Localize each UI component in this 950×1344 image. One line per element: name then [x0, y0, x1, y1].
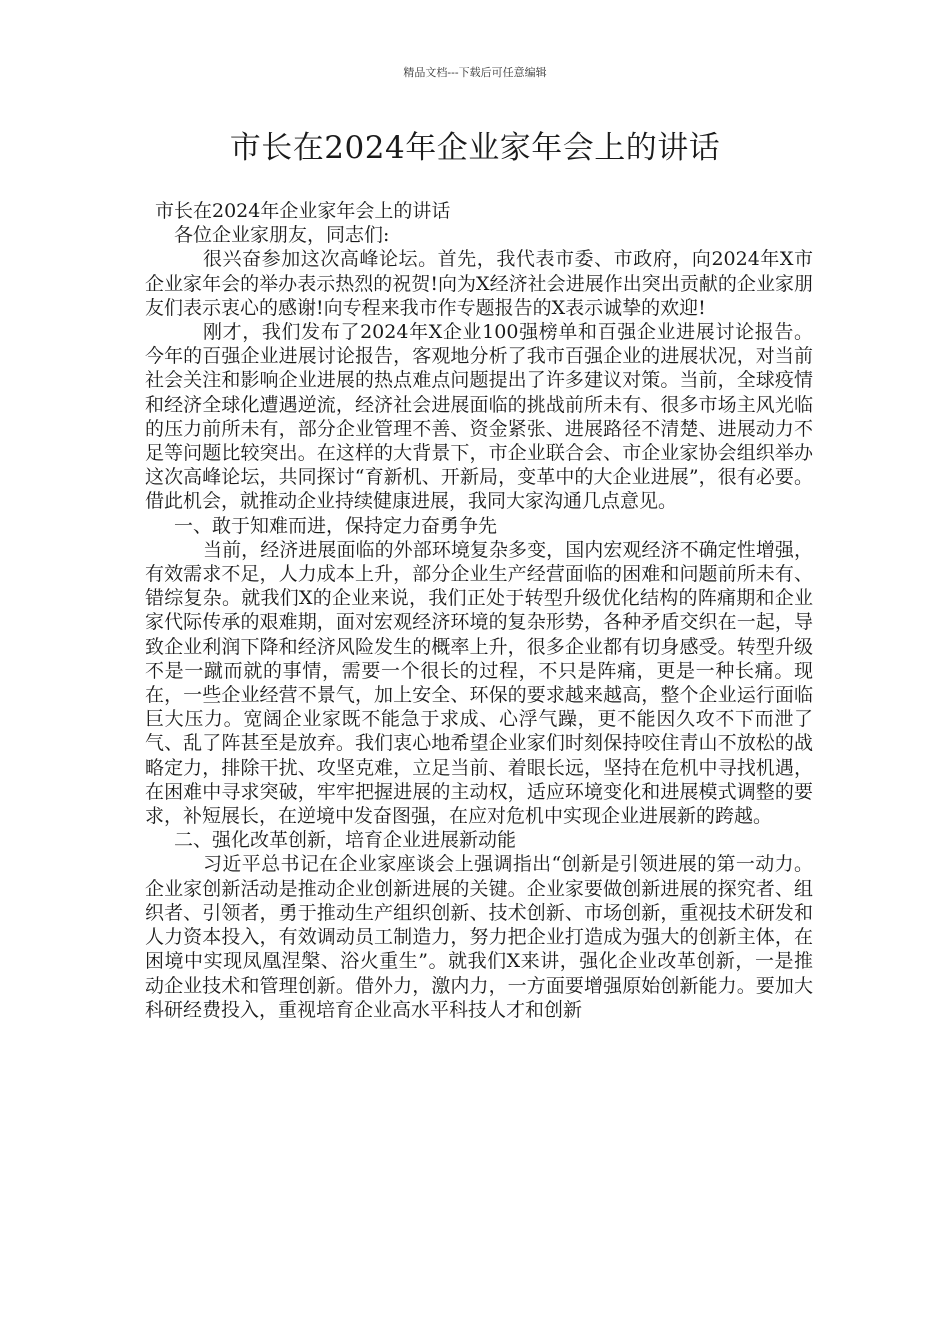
document-body	[145, 199, 813, 1022]
section-2-paragraph: 习近平总书记在企业家座谈会上强调指出“创新是引领进展的第一动力。企业家创新活动是推动企业创新进展的关键。企业家要做创新进展的探究者、组织者、引领者，勇于推动生产组织创新、技术创新、市场创新，重视技术研发和人力资本投入，有效调动员工制造力，努力把企业打造成为强大的创新主体，在困境中实现凤凰涅槃、浴火重生”。就我们X来讲，强化企业改革创新，一是推动企业技术和管理创新。借外力，激内力，一方面要增强原始创新能力。要加大科研经费投入，重视培育企业高水平科技人才和创新	[145, 853, 813, 1021]
paragraph-opening: 很兴奋参加这次高峰论坛。首先，我代表市委、市政府，向2024年X市企业家年会的举办表示热烈的祝贺!向为X经济社会进展作出突出贡献的企业家朋友们表示衷心的感谢!向专程来我市作专题报告的X表示诚挚的欢迎!	[145, 248, 813, 319]
salutation: 各位企业家朋友，同志们:	[174, 224, 390, 247]
document-title: 市长在2024年企业家年会上的讲话	[229, 130, 721, 166]
section-1-paragraph: 当前，经济进展面临的外部环境复杂多变，国内宏观经济不确定性增强，有效需求不足，人力成本上升，部分企业生产经营面临的困难和问题前所未有、错综复杂。就我们X的企业来说，我们正处于转型升级优化结构的阵痛期和企业家代际传承的艰难期，面对宏观经济环境的复杂形势，各种矛盾交织在一起，导致企业利润下降和经济风险发生的概率上升，很多企业都有切身感受。转型升级不是一蹴而就的事情，需要一个很长的过程，不只是阵痛，更是一种长痛。现在，一些企业经营不景气，加上安全、环保的要求越来越高，整个企业运行面临巨大压力。宽阔企业家既不能急于求成、心浮气躁，更不能因久攻不下而泄了气、乱了阵甚至是放弃。我们衷心地希望企业家们时刻保持咬住青山不放松的战略定力，排除干扰、攻坚克难，立足当前、着眼长远，坚持在危机中寻找机遇，在困难中寻求突破，牢牢把握进展的主动权，适应环境变化和进展模式调整的要求，补短展长，在逆境中发奋图强，在应对危机中实现企业进展新的跨越。	[145, 538, 813, 828]
section-2-heading: 二、强化改革创新，培育企业进展新动能	[174, 829, 517, 852]
document-subtitle: 市长在2024年企业家年会上的讲话	[155, 200, 451, 222]
paragraph-context: 刚才，我们发布了2024年X企业100强榜单和百强企业进展讨论报告。今年的百强企业进展讨论报告，客观地分析了我市百强企业的进展状况，对当前社会关注和影响企业进展的热点难点问题提出了许多建议对策。当前，全球疫情和经济全球化遭遇逆流，经济社会进展面临的挑战前所未有、很多市场主风光临的压力前所未有，部分企业管理不善、资金紧张、进展路径不清楚、进展动力不足等问题比较突出。在这样的大背景下，市企业联合会、市企业家协会组织举办这次高峰论坛，共同探讨“育新机、开新局，变革中的大企业进展”，很有必要。借此机会，就推动企业持续健康进展，我同大家沟通几点意见。	[145, 321, 813, 513]
header-note: 精品文档---下载后可任意编辑	[403, 66, 547, 79]
section-1-heading: 一、敢于知难而进，保持定力奋勇争先	[174, 514, 498, 537]
